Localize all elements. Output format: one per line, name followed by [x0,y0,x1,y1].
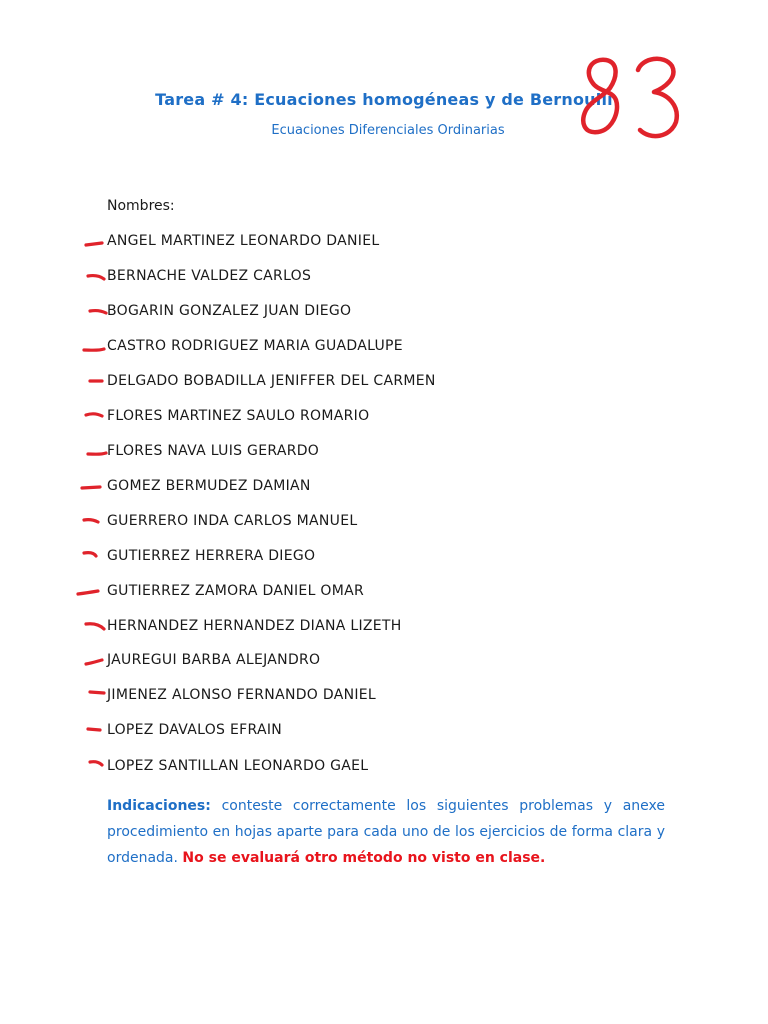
student-name: GUTIERREZ ZAMORA DANIEL OMAR [107,583,365,599]
check-dash-mark [80,232,110,252]
name-row [80,477,680,501]
check-dash-mark [80,442,110,462]
instructions-body: conteste correctamente los siguientes problemas y anexe procedimiento en hojas aparte para cada uno de los ejercicios de forma clara y ordenada. [107,798,666,866]
page-subtitle: Ecuaciones Diferenciales Ordinarias [271,123,505,138]
instructions-lead: Indicaciones: [107,798,211,814]
student-name: LOPEZ SANTILLAN LEONARDO GAEL [107,758,369,774]
check-dash-mark [80,477,110,497]
check-dash-mark [80,651,110,671]
student-name: GUERRERO INDA CARLOS MANUEL [107,513,358,529]
check-dash-mark [80,617,110,637]
name-row [80,232,680,256]
student-name: FLORES NAVA LUIS GERARDO [107,443,320,459]
student-name: JAUREGUI BARBA ALEJANDRO [107,652,321,668]
names-label: Nombres: [107,198,175,214]
page-title: Tarea # 4: Ecuaciones homogéneas y de Bernoulli [155,90,613,109]
instructions-warning: No se evaluará otro método no visto en clase. [182,850,546,866]
check-dash-mark [80,547,110,567]
student-name: FLORES MARTINEZ SAULO ROMARIO [107,408,370,424]
check-dash-mark [80,512,110,532]
student-name: LOPEZ DAVALOS EFRAIN [107,722,283,738]
name-row [80,582,680,606]
check-dash-mark [80,582,110,602]
name-row [80,372,680,396]
name-row [80,686,680,710]
student-name: JIMENEZ ALONSO FERNANDO DANIEL [107,687,377,703]
check-dash-mark [80,267,110,287]
student-name: GUTIERREZ HERRERA DIEGO [107,548,316,564]
name-row [80,407,680,431]
check-dash-mark [80,337,110,357]
check-dash-mark [80,407,110,427]
name-row [80,757,680,781]
instructions [107,793,665,871]
name-row [80,267,680,291]
student-name: BERNACHE VALDEZ CARLOS [107,268,312,284]
check-dash-mark [80,721,110,741]
name-row [80,547,680,571]
check-dash-mark [80,372,110,392]
name-row [80,302,680,326]
student-name: DELGADO BOBADILLA JENIFFER DEL CARMEN [107,373,436,389]
check-dash-mark [80,302,110,322]
name-row [80,442,680,466]
check-dash-mark [80,757,110,777]
check-dash-mark [80,686,110,706]
student-name: GOMEZ BERMUDEZ DAMIAN [107,478,311,494]
name-row [80,512,680,536]
student-name: HERNANDEZ HERNANDEZ DIANA LIZETH [107,618,402,634]
name-row [80,721,680,745]
student-name: CASTRO RODRIGUEZ MARIA GUADALUPE [107,338,403,354]
name-row [80,617,680,641]
name-row [80,651,680,675]
student-name: BOGARIN GONZALEZ JUAN DIEGO [107,303,352,319]
student-name: ANGEL MARTINEZ LEONARDO DANIEL [107,233,380,249]
name-row [80,337,680,361]
